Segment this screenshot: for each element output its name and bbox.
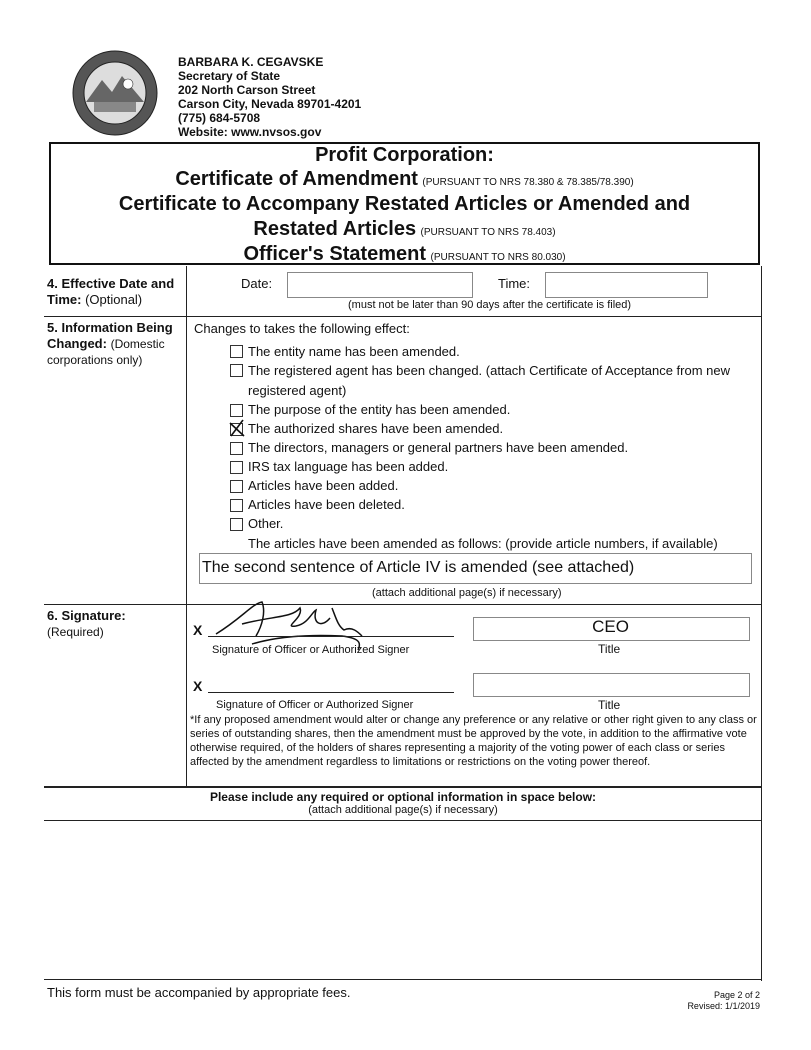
secretary-office: Secretary of State (178, 69, 281, 83)
checkbox-irs-tax[interactable] (230, 461, 243, 474)
changes-intro: Changes to takes the following effect: (194, 321, 410, 336)
checkbox-articles-deleted[interactable] (230, 499, 243, 512)
date-note: (must not be later than 90 days after the certificate is filed) (348, 299, 632, 311)
amended-intro: The articles have been amended as follows: (provide article numbers, if available) (248, 536, 718, 551)
option-other: Other. (248, 516, 284, 531)
option-registered-agent: The registered agent has been changed. (attach Certificate of Acceptance from new (248, 363, 731, 378)
option-entity-name: The entity name has been amended. (248, 344, 460, 359)
checkbox-other[interactable] (230, 518, 243, 531)
checkbox-articles-added[interactable] (230, 480, 243, 493)
row-divider (44, 316, 762, 317)
date-input[interactable] (287, 272, 473, 298)
title-nrs-note-3: (PURSUANT TO NRS 80.030) (430, 252, 566, 263)
section4-optional: (Optional) (85, 292, 143, 307)
option-directors: The directors, managers or general partners have been amended. (248, 440, 629, 455)
title-line-1: Profit Corporation: (315, 144, 494, 166)
address-line-1: 202 North Carson Street (178, 83, 316, 97)
time-label: Time: (498, 276, 531, 291)
section4-label-time: Time: (47, 292, 82, 307)
title-label-1: Title (598, 642, 621, 656)
section6-required: (Required) (47, 625, 104, 639)
option-authorized-shares: The authorized shares have been amended. (248, 421, 504, 436)
row-divider (44, 604, 762, 605)
section6-label: 6. Signature: (47, 608, 126, 623)
info-heading: Please include any required or optional information in space below: (209, 790, 597, 804)
option-purpose: The purpose of the entity has been amended. (248, 402, 511, 417)
checkbox-purpose[interactable] (230, 404, 243, 417)
option-irs-tax: IRS tax language has been added. (248, 459, 449, 474)
section5-label-changed: Changed: (47, 336, 107, 351)
fees-note: This form must be accompanied by appropriate fees. (47, 985, 351, 1000)
date-label: Date: (241, 276, 273, 291)
title-certificate-amendment: Certificate of Amendment (175, 168, 418, 190)
signature-line-1 (208, 636, 454, 637)
option-articles-deleted: Articles have been deleted. (248, 497, 405, 512)
signature-label-1: Signature of Officer or Authorized Signer (212, 644, 410, 656)
signature-x-1: X (193, 622, 203, 638)
signature-label-2: Signature of Officer or Authorized Signer (216, 699, 414, 711)
address-line-2: Carson City, Nevada 89701-4201 (178, 97, 362, 111)
website: Website: www.nvsos.gov (178, 125, 322, 139)
right-border (761, 266, 762, 981)
signature-line-2 (208, 692, 454, 693)
revised-date: Revised: 1/1/2019 (687, 1001, 760, 1011)
title-nrs-note-1: (PURSUANT TO NRS 78.380 & 78.385/78.390) (422, 177, 634, 188)
checkbox-entity-name[interactable] (230, 345, 243, 358)
page-number: Page 2 of 2 (713, 990, 760, 1000)
title-value-1: CEO (592, 617, 629, 636)
time-input[interactable] (545, 272, 708, 298)
amendment-disclaimer: *If any proposed amendment would alter or change any preference or any relative or other right given to any class or series of outstanding shares, then the amendment must be approved by the vote, in addition to the affirmative vote otherwise required, of the holders of shares representing a majority of the voting power of each class or series affected by the amendment regardless to limitations or restrictions on the voting power thereof. (190, 714, 757, 768)
row-divider (44, 820, 762, 821)
secretary-name: BARBARA K. CEGAVSKE (178, 55, 324, 69)
title-nrs-note-2: (PURSUANT TO NRS 78.403) (420, 227, 556, 238)
title-label-2: Title (598, 698, 621, 712)
checkbox-registered-agent[interactable] (230, 364, 243, 377)
phone: (775) 684-5708 (178, 111, 261, 125)
column-divider (186, 266, 187, 787)
row-divider (44, 786, 762, 788)
additional-info-area[interactable] (46, 822, 759, 977)
amended-text: The second sentence of Article IV is amended (see attached) (202, 559, 635, 576)
checkbox-directors[interactable] (230, 442, 243, 455)
info-note: (attach additional page(s) if necessary) (308, 804, 498, 816)
option-articles-added: Articles have been added. (248, 478, 399, 493)
signature-x-2: X (193, 678, 203, 694)
section4-label: 4. Effective Date and (47, 276, 175, 291)
bottom-border (44, 979, 762, 980)
section5-label: 5. Information Being (47, 320, 173, 335)
title-officers-statement: Officer's Statement (243, 243, 427, 265)
title-line-3: Certificate to Accompany Restated Articles or Amended and (118, 193, 691, 215)
attach-note: (attach additional page(s) if necessary) (372, 587, 562, 599)
nevada-state-seal (72, 50, 158, 136)
check-mark-icon (227, 418, 247, 438)
section5-note-2: corporations only) (47, 353, 143, 367)
option-registered-agent-cont: registered agent) (248, 383, 347, 398)
section5-note: (Domestic (110, 337, 165, 351)
title-input-2[interactable] (473, 673, 750, 697)
title-restated-articles: Restated Articles (253, 218, 417, 240)
